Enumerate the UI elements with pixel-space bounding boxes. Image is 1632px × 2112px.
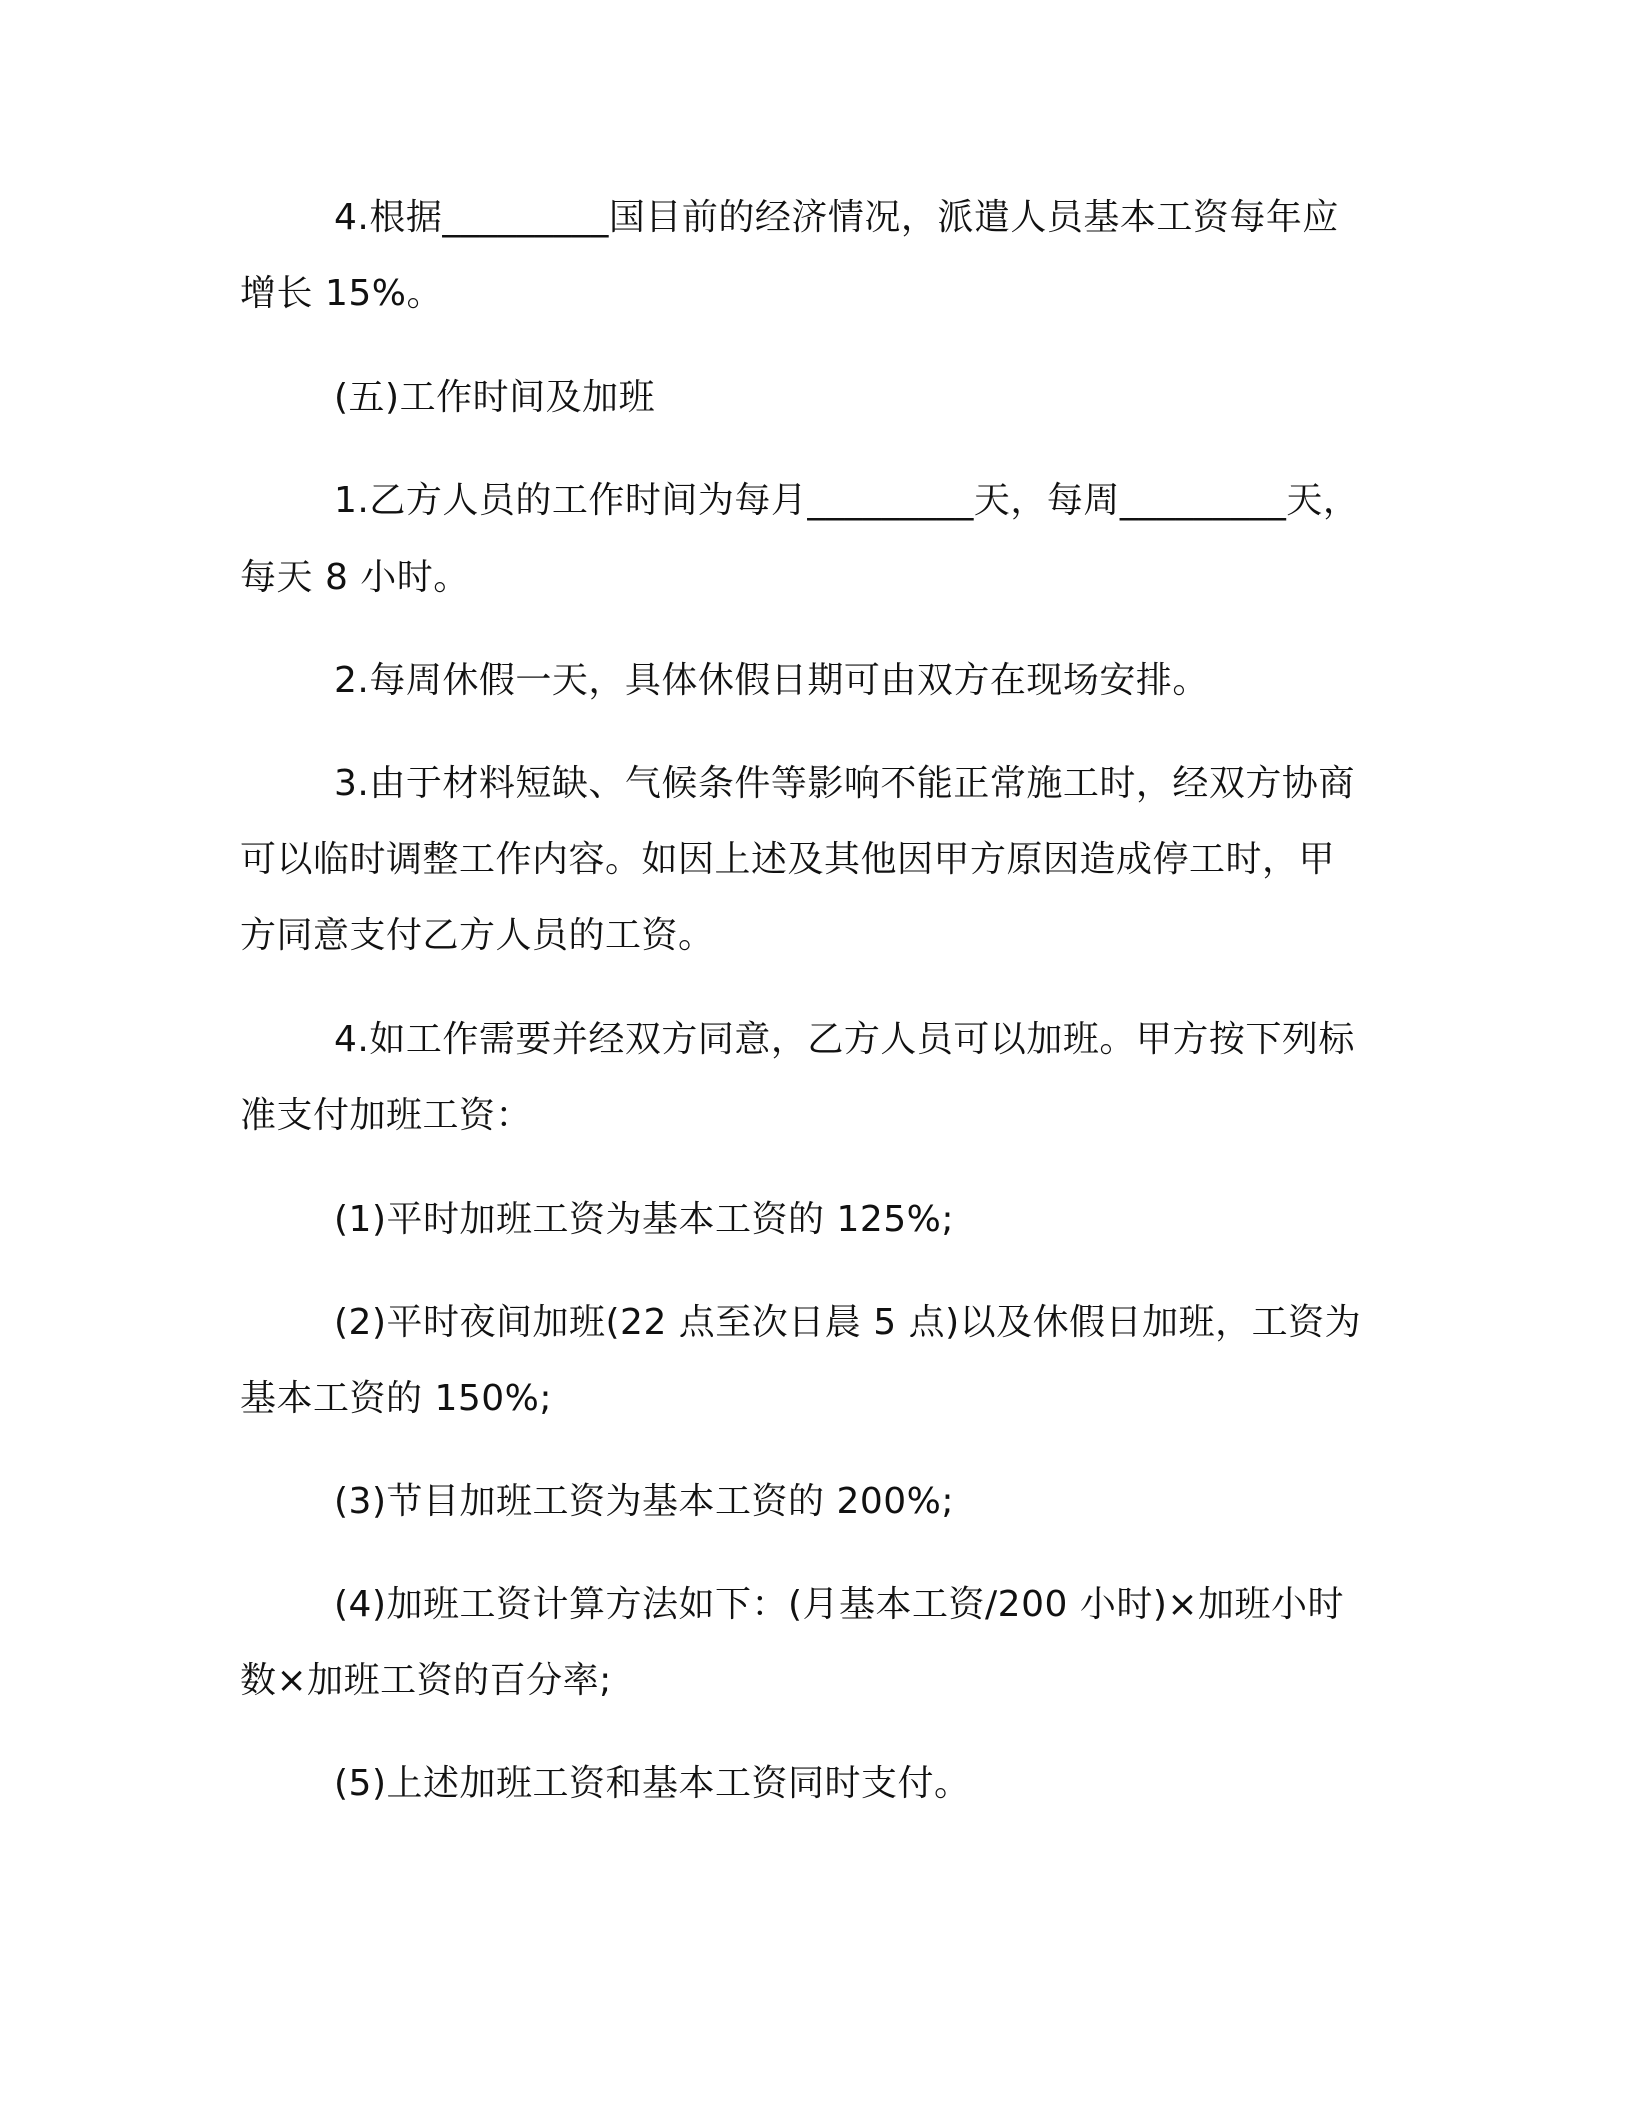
text-line: (5)上述加班工资和基本工资同时支付。: [334, 1763, 971, 1804]
text-line: (3)节目加班工资为基本工资的 200%;: [334, 1481, 954, 1522]
text-line: 准支付加班工资：: [240, 1095, 533, 1136]
text-line: 1.乙方人员的工作时间为每月_________天，每周_________天，: [334, 480, 1360, 521]
text-line: 每天 8 小时。: [240, 557, 470, 598]
text-line: 4.根据_________国目前的经济情况，派遣人员基本工资每年应: [334, 197, 1339, 238]
text-line: 基本工资的 150%;: [240, 1378, 552, 1419]
text-line: 2.每周休假一天，具体休假日期可由双方在现场安排。: [334, 660, 1209, 701]
text-line: (1)平时加班工资为基本工资的 125%;: [334, 1199, 954, 1240]
text-line: 方同意支付乙方人员的工资。: [240, 915, 715, 956]
text-line: (2)平时夜间加班(22 点至次日晨 5 点)以及休假日加班，工资为: [334, 1302, 1362, 1343]
text-line: 3.由于材料短缺、气候条件等影响不能正常施工时，经双方协商: [334, 763, 1355, 804]
text-line: 数×加班工资的百分率;: [240, 1660, 612, 1701]
text-line: 4.如工作需要并经双方同意，乙方人员可以加班。甲方按下列标: [334, 1019, 1355, 1060]
text-line: 增长 15%。: [240, 273, 443, 314]
text-line: (4)加班工资计算方法如下：(月基本工资/200 小时)×加班小时: [334, 1584, 1345, 1625]
section-heading: (五)工作时间及加班: [334, 377, 656, 418]
text-line: 可以临时调整工作内容。如因上述及其他因甲方原因造成停工时，甲: [240, 839, 1336, 880]
